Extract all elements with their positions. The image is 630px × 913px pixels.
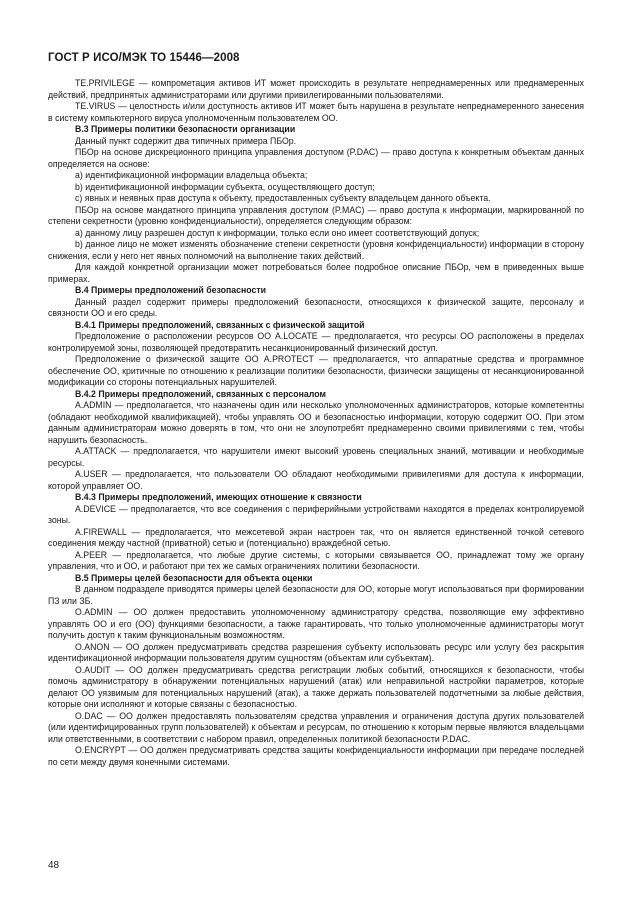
paragraph: O.ANON — ОО должен предусматривать средства разрешения субъекту использовать ресурс или услугу без раскрытия идентификационной информации пользователя другим сущностям (объектам или субъектам). xyxy=(48,641,584,663)
section-heading: В.4 Примеры предположений безопасности xyxy=(75,285,267,295)
paragraph: O.DAC — ОО должен предоставлять пользователям средства управления и ограничения доступа других пользователей (или идентифицированных групп пользователей) к объектам и ресурсам, по отношению к которым первые являются владельцами или ответственными, в соответствии с набором правил, определенных политикой безопасности P.DAC. xyxy=(48,710,584,744)
paragraph: TE.VIRUS — целостность и/или доступность активов ИТ может быть нарушена в результате непреднамеренного занесения в систему компьютерного вируса уполномоченным пользователем ОО. xyxy=(48,101,584,123)
list-item: а) данному лицу разрешен доступ к информации, только если оно имеет соответствующий допуск; xyxy=(75,227,480,238)
paragraph: ПБОр на основе дискреционного принципа управления доступом (P.DAC) — право доступа к конкретным объектам данных определяется на основе: xyxy=(48,147,584,169)
section-heading: В.4.2 Примеры предположений, связанных с персоналом xyxy=(75,388,326,399)
paragraph: Для каждой конкретной организации может потребоваться более подробное описание ПБОр, чем в приведенных выше примерах. xyxy=(48,262,584,284)
section-heading: В.4.1 Примеры предположений, связанных с физической защитой xyxy=(75,319,365,330)
document-body xyxy=(48,78,584,768)
paragraph: TE.PRIVILEGE — компрометация активов ИТ может происходить в результате непреднамеренных или преднамеренных действий, предпринятых администраторами или другими привилегированными пользователями. xyxy=(48,78,584,100)
paragraph: В данном подразделе приводятся примеры целей безопасности для ОО, которые могут использоваться при формировании ПЗ или ЗБ. xyxy=(48,584,584,606)
list-item: b) идентификационной информации субъекта, осуществляющего доступ; xyxy=(75,181,375,192)
paragraph: O.ADMIN — ОО должен предоставить уполномоченному администратору средства, позволяющие ему эффективно управлять ОО и его (ОО) функциями безопасности, а также гарантировать, что только уполномоченные администраторы могут получить доступ к таким функциональным возможностям. xyxy=(48,607,584,640)
paragraph: O.ENCRYPT — ОО должен предусматривать средства защиты конфиденциальности информации при передаче последней по сети между двумя конечными системами. xyxy=(48,745,584,767)
paragraph: Предположение о расположении ресурсов ОО A.LOCATE — предполагается, что ресурсы ОО расположены в пределах контролируемой зоны, позволяющей предотвратить несанкционированный физический доступ. xyxy=(48,331,584,353)
list-item: а) идентификационной информации владельца объекта; xyxy=(75,170,308,180)
paragraph: A.USER — предполагается, что пользователи ОО обладают необходимыми привилегиями для доступа к информации, которой управляет ОО. xyxy=(48,469,584,491)
list-item: с) явных и неявных прав доступа к объекту, предоставленных субъекту владельцем данного объекта. xyxy=(75,193,491,203)
paragraph: A.PEER — предполагается, что любые другие системы, с которыми связывается ОО, принадлежат тому же органу управления, что и ОО, и работают при тех же самых ограничениях политики безопасности. xyxy=(48,549,584,571)
page-number: 48 xyxy=(48,860,60,871)
paragraph: A.ADMIN — предполагается, что назначены один или несколько уполномоченных администраторов, которые компетентны (обладают необходимой квалификацией), чтобы управлять ОО и безопасностью информации, которую содержит ОО. При этом данным администраторам можно доверять в том, что они не злоупотребят преднамеренно своими привилегиями с тем, чтобы нарушить безопасность. xyxy=(48,400,584,445)
section-heading: В.4.3 Примеры предположений, имеющих отношение к связности xyxy=(75,492,362,502)
page-header: ГОСТ Р ИСО/МЭК ТО 15446—2008 xyxy=(48,52,240,64)
paragraph: ПБОр на основе мандатного принципа управления доступом (P.MAC) — право доступа к информации, маркированной по степени секретности (уровню конфиденциальности), определяется следующим образом: xyxy=(48,204,584,226)
paragraph: A.FIREWALL — предполагается, что межсетевой экран настроен так, что он является единственной точкой сетевого соединения между частной (приватной) сетью и (потенциально) враждебной сетью. xyxy=(48,526,584,548)
paragraph: A.ATTACK — предполагается, что нарушители имеют высокий уровень специальных знаний, мотивации и необходимые ресурсы. xyxy=(48,446,584,468)
paragraph: Предположение о физической защите ОО A.PROTECT — предполагается, что аппаратные средства и программное обеспечение ОО, критичные по отношению к реализации политики безопасности, физически защищены от несанкционированной модификации со стороны потенциальных нарушителей. xyxy=(48,354,584,387)
paragraph: Данный пункт содержит два типичных примера ПБОр. xyxy=(75,135,297,146)
paragraph: Данный раздел содержит примеры предположений безопасности, относящихся к физической защите, персоналу и связности ОО и его среды. xyxy=(48,296,584,318)
section-heading: В.5 Примеры целей безопасности для объекта оценки xyxy=(75,572,313,583)
section-heading: В.3 Примеры политики безопасности организации xyxy=(75,124,296,134)
paragraph: A.DEVICE — предполагается, что все соединения с периферийными устройствами находятся в пределах контролируемой зоны. xyxy=(48,503,584,525)
paragraph: O.AUDIT — ОО должен предусматривать средства регистрации любых событий, относящихся к безопасности, чтобы помочь администратору в обнаружении потенциальных нарушений (атак) или неправильной настройки параметров, которые делают ОО уязвимым для потенциальных нарушений (атак), а также держать пользователей подотчетными за любые действия, которые они исполняют и которые связаны с безопасностью. xyxy=(48,664,584,709)
list-item: b) данное лицо не может изменять обозначение степени секретности (уровня конфиденциальности) информации в сторону снижения, если у него нет явных полномочий на выполнение таких действий. xyxy=(48,239,584,261)
